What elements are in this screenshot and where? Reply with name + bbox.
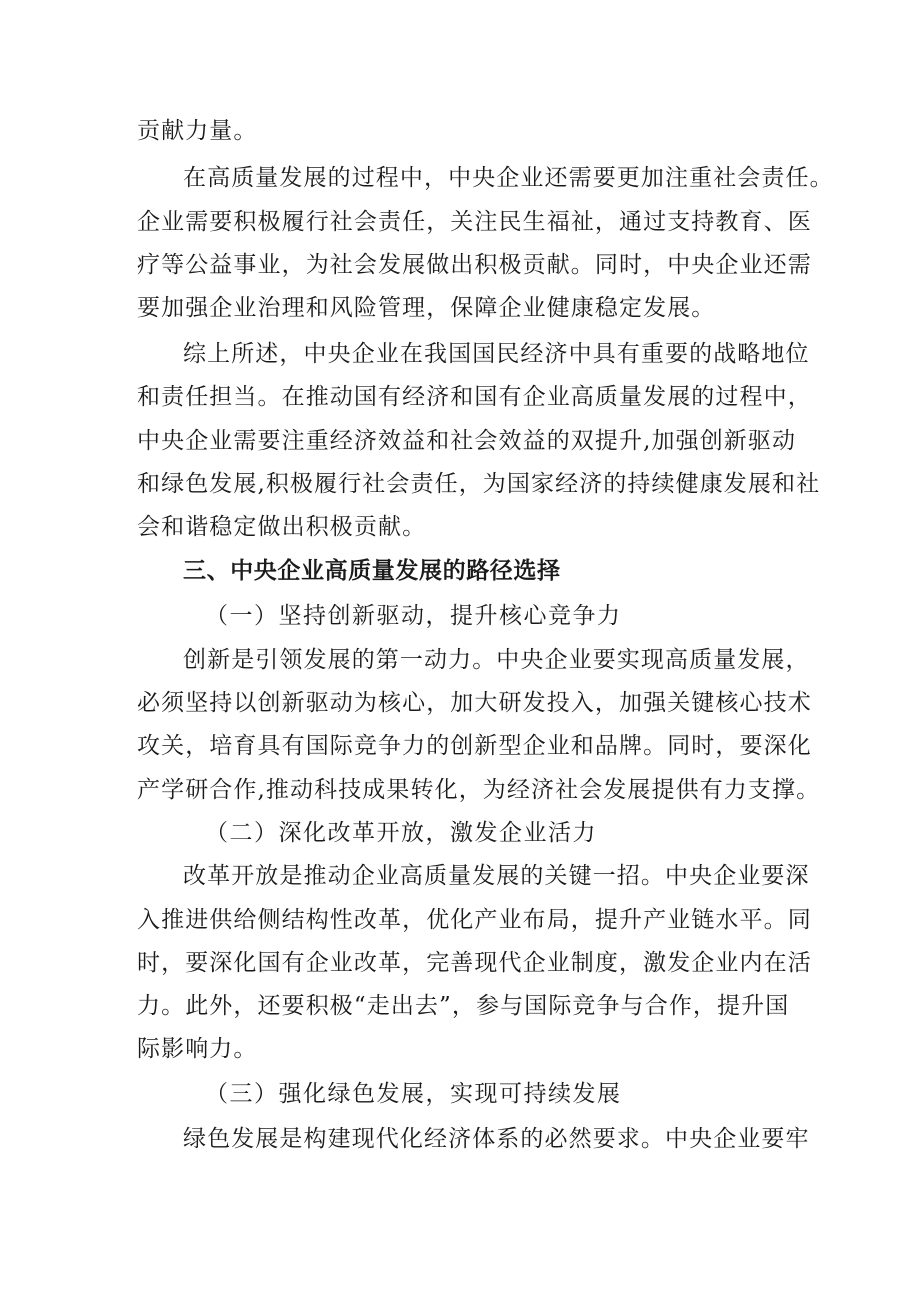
text-line: 绿色发展是构建现代化经济体系的必然要求。中央企业要牢: [183, 1126, 810, 1152]
text-line: 攻关，培育具有国际竞争力的创新型企业和品牌。同时，要深化: [137, 733, 812, 759]
text-line: 综上所述，中央企业在我国国民经济中具有重要的战略地位: [183, 341, 810, 367]
text-line: 贡献力量。: [137, 118, 258, 144]
text-line: 必须坚持以创新驱动为核心，加大研发投入，加强关键核心技术: [137, 690, 812, 716]
text-line: 在高质量发展的过程中，中央企业还需要更加注重社会责任。: [183, 165, 834, 191]
subsection-heading-3: （三）强化绿色发展，实现可持续发展: [205, 1081, 622, 1107]
text-line: 要加强企业治理和风险管理，保障企业健康稳定发展。: [137, 295, 716, 321]
text-line: 和绿色发展,积极履行社会责任，为国家经济的持续健康发展和社: [137, 471, 821, 497]
text-line: 中央企业需要注重经济效益和社会效益的双提升,加强创新驱动: [137, 428, 797, 454]
text-line: 会和谐稳定做出积极贡献。: [137, 514, 427, 540]
subsection-heading-1: （一）坚持创新驱动，提升核心竞争力: [205, 603, 622, 629]
text-line: 产学研合作,推动科技成果转化，为经济社会发展提供有力支撑。: [137, 777, 821, 803]
subsection-heading-2: （二）深化改革开放，激发企业活力: [205, 820, 597, 846]
text-line: 入推进供给侧结构性改革，优化产业布局，提升产业链水平。同: [137, 907, 812, 933]
text-line: 力。此外，还要积极“走出去”，参与国际竞争与合作，提升国: [137, 993, 790, 1019]
text-line: 改革开放是推动企业高质量发展的关键一招。中央企业要深: [183, 863, 810, 889]
text-line: 创新是引领发展的第一动力。中央企业要实现高质量发展，: [183, 647, 810, 673]
text-line: 和责任担当。在推动国有经济和国有企业高质量发展的过程中，: [137, 384, 812, 410]
text-line: 时，要深化国有企业改革，完善现代企业制度，激发企业内在活: [137, 950, 812, 976]
text-line: 疗等公益事业，为社会发展做出积极贡献。同时，中央企业还需: [137, 252, 812, 278]
text-line: 企业需要积极履行社会责任，关注民生福祉，通过支持教育、医: [137, 209, 812, 235]
text-line: 际影响力。: [137, 1036, 258, 1062]
section-heading: 三、中央企业高质量发展的路径选择: [183, 558, 561, 584]
